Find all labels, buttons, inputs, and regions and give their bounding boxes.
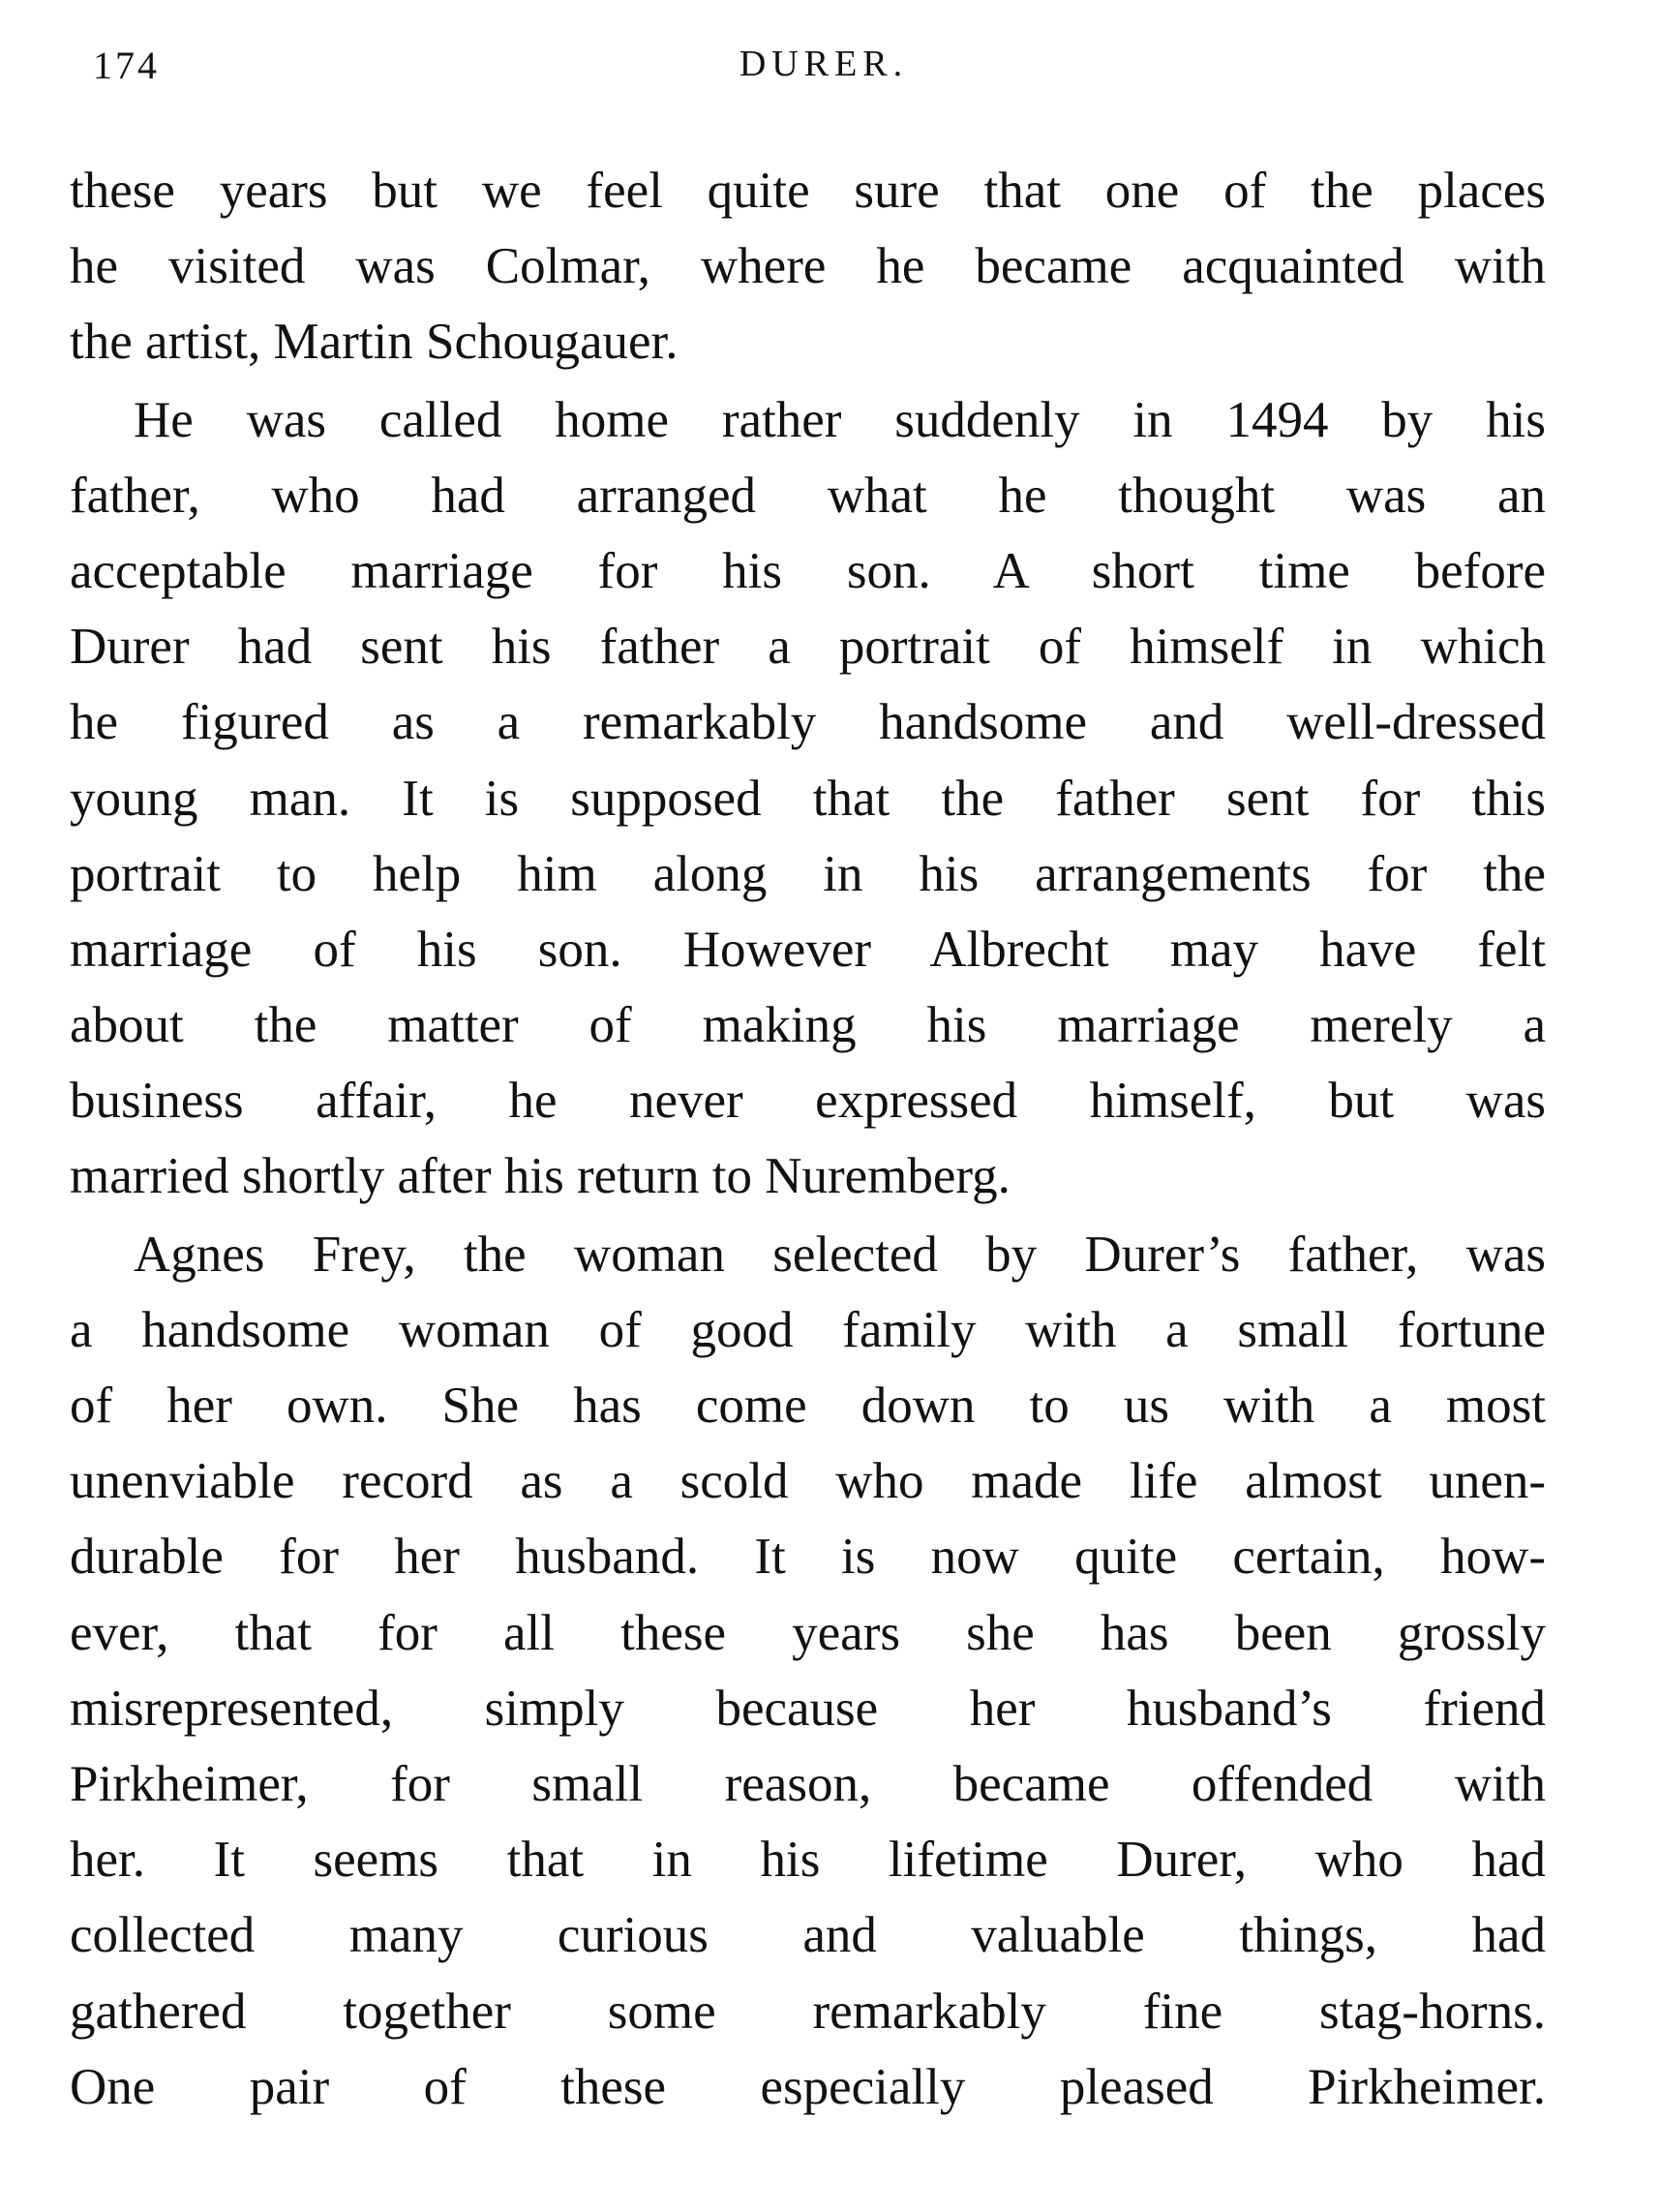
page-header (93, 43, 1554, 91)
text-line: married shortly after his return to Nuremberg. (70, 1148, 1011, 1205)
text-line: he figured as a remarkably handsome and well-dressed (70, 694, 1546, 751)
text-line: marriage of his son. However Albrecht may have felt (70, 921, 1546, 978)
text-line: young man. It is supposed that the father sent for this (70, 770, 1546, 827)
running-title: DURER. (739, 44, 909, 84)
text-line: business affair, he never expressed himself, but was (70, 1073, 1546, 1130)
text-line: gathered together some remarkably fine stag-horns. (70, 1983, 1546, 2040)
text-line: acceptable marriage for his son. A short time before (70, 542, 1546, 599)
paragraph-1 (70, 153, 1546, 380)
text-line: father, who had arranged what he thought was an (70, 467, 1546, 524)
paragraph-2 (70, 382, 1546, 1215)
text-line: durable for her husband. It is now quite certain, how- (70, 1529, 1546, 1586)
body-text (70, 153, 1546, 2127)
text-line: One pair of these especially pleased Pirkheimer. (70, 2058, 1546, 2115)
paragraph-3 (70, 1217, 1546, 2125)
text-line: He was called home rather suddenly in 1494 by his (134, 391, 1546, 448)
text-line: he visited was Colmar, where he became acquainted with (70, 238, 1546, 295)
text-line: these years but we feel quite sure that one of the places (70, 163, 1546, 219)
text-line: the artist, Martin Schougauer. (70, 314, 679, 371)
text-line: a handsome woman of good family with a small fortune (70, 1301, 1546, 1358)
text-line: Agnes Frey, the woman selected by Durer’s father, was (134, 1226, 1546, 1283)
page-number: 174 (93, 44, 160, 87)
text-line: collected many curious and valuable things, had (70, 1907, 1546, 1964)
text-line: Durer had sent his father a portrait of himself in which (70, 619, 1546, 676)
text-line: about the matter of making his marriage merely a (70, 997, 1546, 1054)
text-line: Pirkheimer, for small reason, became offended with (70, 1755, 1546, 1812)
text-line: ever, that for all these years she has been grossly (70, 1604, 1546, 1661)
text-line: misrepresented, simply because her husband’s friend (70, 1680, 1546, 1737)
text-line: her. It seems that in his lifetime Durer, who had (70, 1832, 1546, 1889)
text-line: of her own. She has come down to us with a most (70, 1378, 1546, 1434)
text-line: portrait to help him along in his arrangements for the (70, 845, 1546, 902)
text-line: unenviable record as a scold who made life almost unen- (70, 1453, 1546, 1510)
